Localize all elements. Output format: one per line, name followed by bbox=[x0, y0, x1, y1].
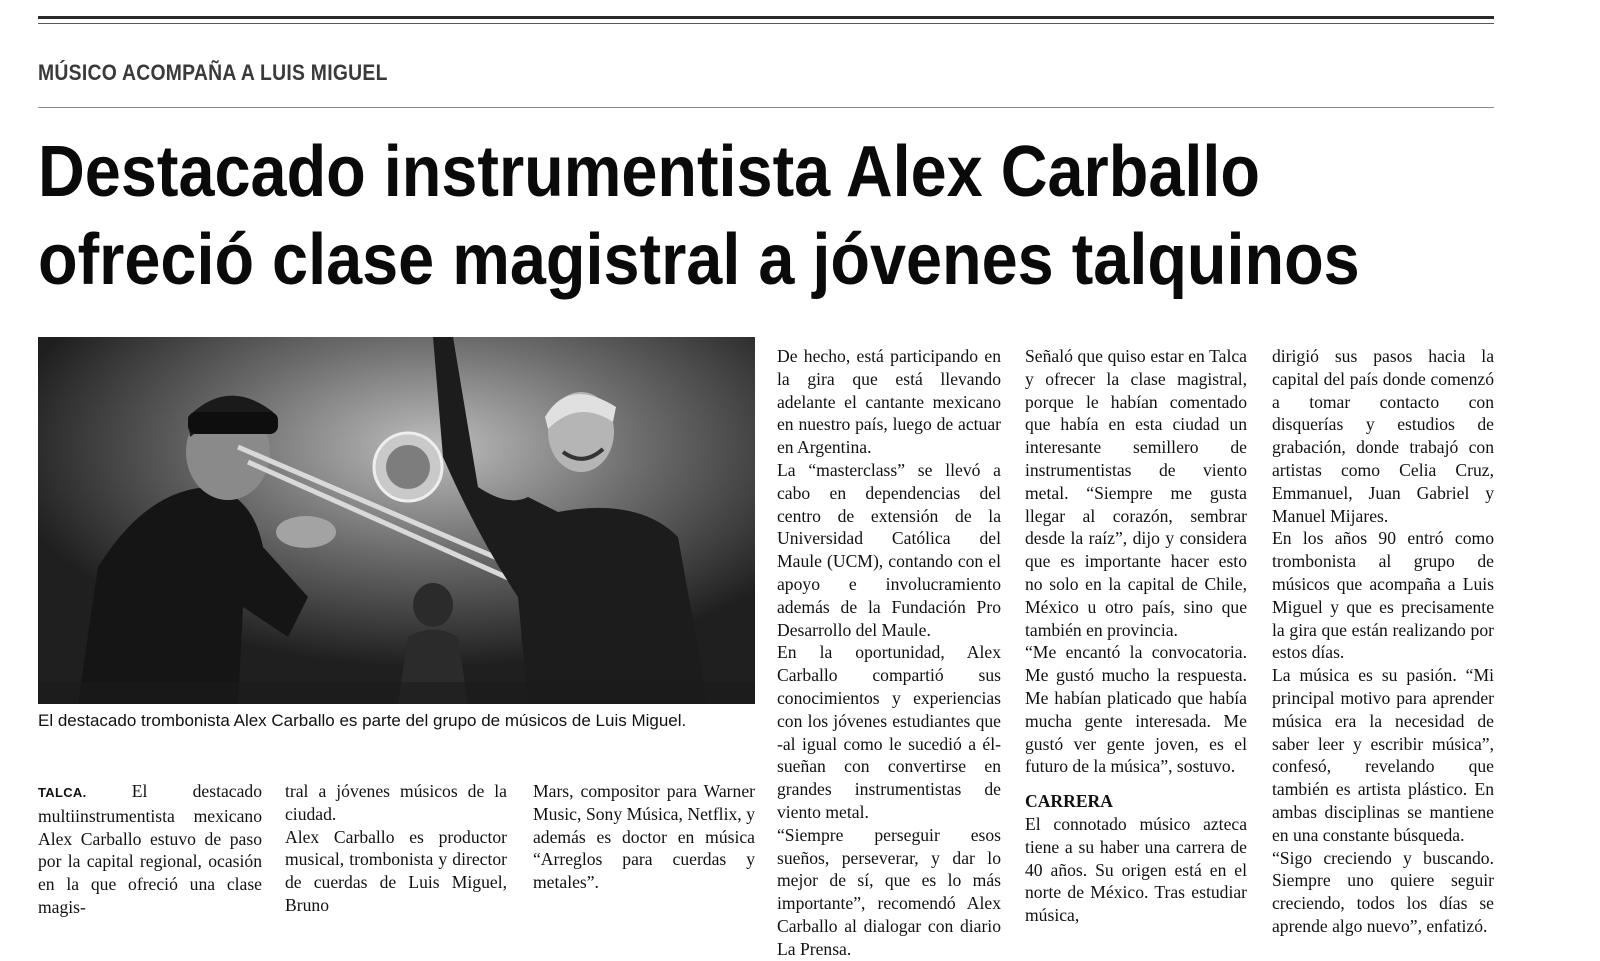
paragraph: De hecho, está participando en la gira que está llevando adelante el cantante mexicano en nuestro país, luego de actuar en Argentina. bbox=[777, 346, 1001, 458]
subheading: CARRERA bbox=[1025, 791, 1113, 812]
paragraph: En los años 90 entró como trombonista al grupo de músicos que acompaña a Luis Miguel y que es precisamente la gira que están realizando por estos días. bbox=[1272, 528, 1494, 663]
paragraph: “Me encantó la convocatoria. Me gustó mucho la respuesta. Me habían platicado que había mucha gente interesada. Me gustó ver gente joven, es el futuro de la música”, sostuvo. bbox=[1025, 642, 1247, 777]
article-photo bbox=[38, 337, 755, 704]
paragraph-text: El destacado multiinstrumentista mexicano Alex Carballo estuvo de paso por la capital regional, ocasión en la que ofreció una clase magis- bbox=[38, 781, 262, 917]
paragraph: Mars, compositor para Warner Music, Sony Música, Netflix, y además es doctor en música “Arreglos para cuerdas y metales”. bbox=[533, 781, 755, 893]
paragraph: Señaló que quiso estar en Talca y ofrecer la clase magistral, porque le habían comentado que había en esta ciudad un interesante semillero de instrumentistas de viento metal. “Siempre me gusta llegar al corazón, sembrar desde la raíz”, dijo y considera que es importante hacer esto no solo en la capital de Chile, México u otro país, sino que también en provincia. bbox=[1025, 346, 1247, 640]
body-column-1 bbox=[38, 780, 262, 919]
paragraph bbox=[38, 780, 262, 919]
paragraph: “Siempre perseguir esos sueños, perseverar, y dar lo mejor de sí, que es lo más importante”, recomendó Alex Carballo al dialogar con diario La Prensa. bbox=[777, 824, 1001, 959]
body-column-3 bbox=[533, 780, 755, 894]
paragraph: El connotado músico azteca tiene a su haber una carrera de 40 años. Su origen está en el norte de México. Tras estudiar música, bbox=[1025, 813, 1247, 926]
dateline: TALCA. bbox=[38, 785, 87, 800]
body-column-4 bbox=[777, 345, 1001, 961]
paragraph: dirigió sus pasos hacia la capital del país donde comenzó a tomar contacto con disquerías y estudios de grabación, donde trabajó con artistas como Celia Cruz, Emmanuel, Juan Gabriel y Manuel Mijares. bbox=[1272, 346, 1494, 526]
paragraph: En la oportunidad, Alex Carballo compartió sus conocimientos y experiencias con los jóvenes estudiantes que -al igual como le sucedió a él- sueñan con convertirse en grandes instrumentistas de viento metal. bbox=[777, 642, 1001, 822]
top-rule-thin bbox=[38, 23, 1494, 24]
paragraph: “Sigo creciendo y buscando. Siempre uno quiere seguir creciendo, todos los días se aprende algo nuevo”, enfatizó. bbox=[1272, 847, 1494, 936]
photo-caption: El destacado trombonista Alex Carballo es parte del grupo de músicos de Luis Miguel. bbox=[38, 711, 687, 730]
body-column-5 bbox=[1025, 345, 1247, 927]
kicker-rule bbox=[38, 107, 1494, 108]
headline-line-2: ofreció clase magistral a jóvenes talquinos bbox=[38, 220, 1360, 300]
body-column-2 bbox=[285, 780, 507, 917]
paragraph: Alex Carballo es productor musical, trombonista y director de cuerdas de Luis Miguel, Bruno bbox=[285, 826, 507, 915]
headline bbox=[38, 128, 1514, 304]
top-rule bbox=[38, 16, 1494, 19]
paragraph: La “masterclass” se llevó a cabo en dependencias del centro de extensión de la Universidad Católica del Maule (UCM), contando con el apoyo e involucramiento además de la Fundación Pro Desarrollo del Maule. bbox=[777, 459, 1001, 640]
paragraph: La música es su pasión. “Mi principal motivo para aprender música era la necesidad de saber leer y escribir música”, confesó, revelando que también es artista plástico. En ambas disciplinas se mantiene en una constante búsqueda. bbox=[1272, 665, 1494, 845]
photo-illustration bbox=[38, 337, 755, 704]
body-column-6 bbox=[1272, 345, 1494, 938]
headline-line-1: Destacado instrumentista Alex Carballo bbox=[38, 132, 1260, 212]
paragraph: tral a jóvenes músicos de la ciudad. bbox=[285, 781, 507, 824]
kicker: MÚSICO ACOMPAÑA A LUIS MIGUEL bbox=[38, 60, 388, 85]
